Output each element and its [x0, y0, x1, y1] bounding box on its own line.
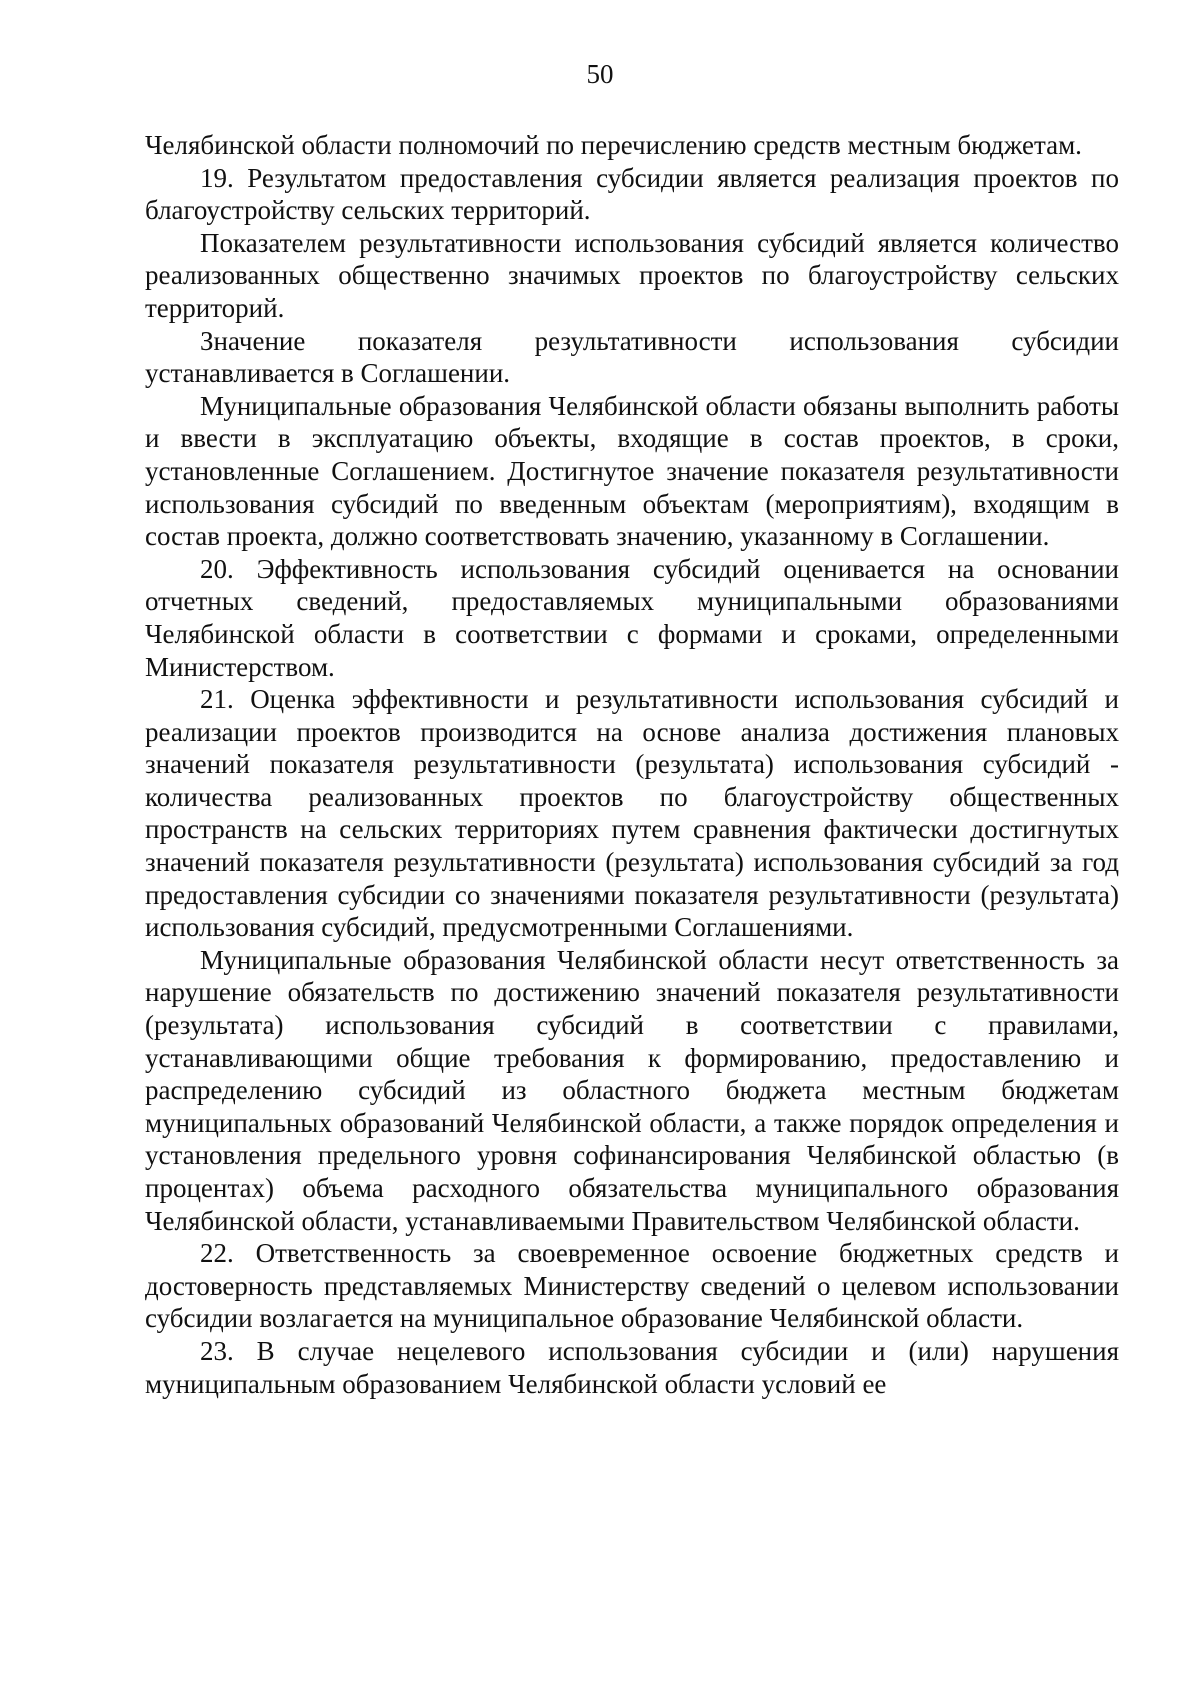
document-body — [145, 129, 1119, 1400]
paragraph-indicator: Показателем результативности использования субсидий является количество реализованных общественно значимых проектов по благоустройству сельских территорий. — [145, 227, 1119, 323]
page-number: 50 — [586, 59, 614, 89]
paragraph-item-20: 20. Эффективность использования субсидий оценивается на основании отчетных сведений, предоставляемых муниципальными образованиями Челябинской области в соответствии с формами и сроками, определенными Министерством. — [145, 553, 1119, 682]
paragraph-item-19: 19. Результатом предоставления субсидии является реализация проектов по благоустройству сельских территорий. — [145, 162, 1119, 226]
paragraph-item-23: 23. В случае нецелевого использования субсидии и (или) нарушения муниципальным образованием Челябинской области условий ее — [145, 1335, 1119, 1399]
paragraph-indicator-value: Значение показателя результативности использования субсидии устанавливается в Соглашении. — [145, 325, 1119, 389]
paragraph-municipal-obligations: Муниципальные образования Челябинской области обязаны выполнить работы и ввести в эксплуатацию объекты, входящие в состав проектов, в сроки, установленные Соглашением. Достигнутое значение показателя результативности использования субсидий по введенным объектам (мероприятиям), входящим в состав проекта, должно соответствовать значению, указанному в Соглашении. — [145, 390, 1119, 552]
paragraph-continuation: Челябинской области полномочий по перечислению средств местным бюджетам. — [145, 130, 1082, 160]
paragraph-item-22: 22. Ответственность за своевременное освоение бюджетных средств и достоверность представляемых Министерству сведений о целевом использовании субсидии возлагается на муниципальное образование Челябинской области. — [145, 1238, 1119, 1334]
paragraph-item-21: 21. Оценка эффективности и результативности использования субсидий и реализации проектов производится на основе анализа достижения плановых значений показателя результативности (результата) использования субсидий - количества реализованных проектов по благоустройству общественных пространств на сельских территориях путем сравнения фактически достигнутых значений показателя результативности (результата) использования субсидий за год предоставления субсидии со значениями показателя результативности (результата) использования субсидий, предусмотренными Соглашениями. — [145, 684, 1119, 943]
paragraph-municipal-responsibility: Муниципальные образования Челябинской области несут ответственность за нарушение обязательств по достижению значений показателя результативности (результата) использования субсидий в соответствии с правилами, устанавливающими общие требования к формированию, предоставлению и распределению субсидий из областного бюджета местным бюджетам муниципальных образований Челябинской области, а также порядок определения и установления предельного уровня софинансирования Челябинской областью (в процентах) объема расходного обязательства муниципального образования Челябинской области, устанавливаемыми Правительством Челябинской области. — [145, 944, 1119, 1236]
